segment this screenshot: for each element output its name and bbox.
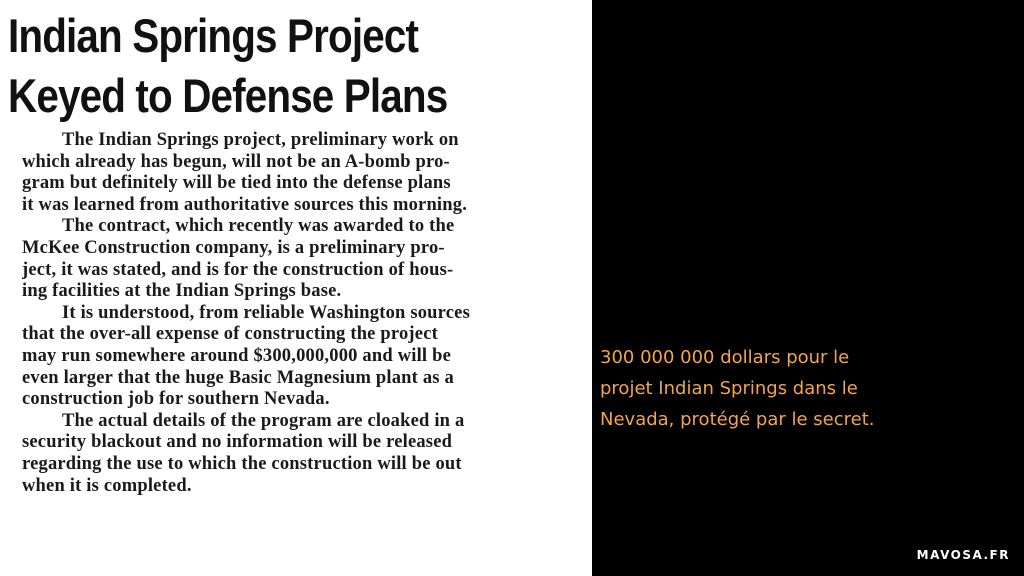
body-line: It is understood, from reliable Washington sources: [62, 302, 470, 323]
body-line: even larger that the huge Basic Magnesium plant as a: [22, 367, 454, 388]
site-watermark: MAVOSA.FR: [916, 548, 1010, 562]
caption-line-1: 300 000 000 dollars pour le: [600, 347, 850, 368]
body-line: gram but definitely will be tied into the defense plans: [22, 173, 451, 194]
body-line: McKee Construction company, is a preliminary pro-: [22, 237, 445, 258]
caption-text: [600, 342, 1020, 435]
body-line: regarding the use to which the construction will be out: [22, 453, 462, 474]
clipping-body-text: [22, 130, 582, 497]
headline-line-1: Indian Springs Project: [8, 9, 419, 62]
caption-panel: [592, 0, 1024, 576]
body-line: that the over-all expense of constructing the project: [22, 324, 438, 345]
body-line: which already has begun, will not be an A-bomb pro-: [22, 151, 450, 172]
body-line: may run somewhere around $300,000,000 and will be: [22, 345, 451, 366]
body-line: The contract, which recently was awarded to the: [62, 216, 455, 237]
body-line: ing facilities at the Indian Springs base.: [22, 281, 342, 302]
body-line: security blackout and no information will be released: [22, 432, 453, 453]
body-line: The Indian Springs project, preliminary work on: [62, 130, 459, 150]
caption-line-3: Nevada, protégé par le secret.: [600, 409, 875, 430]
body-line: construction job for southern Nevada.: [22, 389, 330, 410]
body-line: The actual details of the program are cloaked in a: [62, 410, 465, 431]
clipping-headline: [8, 6, 507, 126]
caption-line-2: projet Indian Springs dans le: [600, 378, 858, 399]
body-line: when it is completed.: [22, 475, 192, 496]
body-line: it was learned from authoritative sources this morning.: [22, 194, 468, 215]
body-line: ject, it was stated, and is for the construction of hous-: [22, 259, 454, 280]
headline-line-2: Keyed to Defense Plans: [8, 69, 448, 122]
